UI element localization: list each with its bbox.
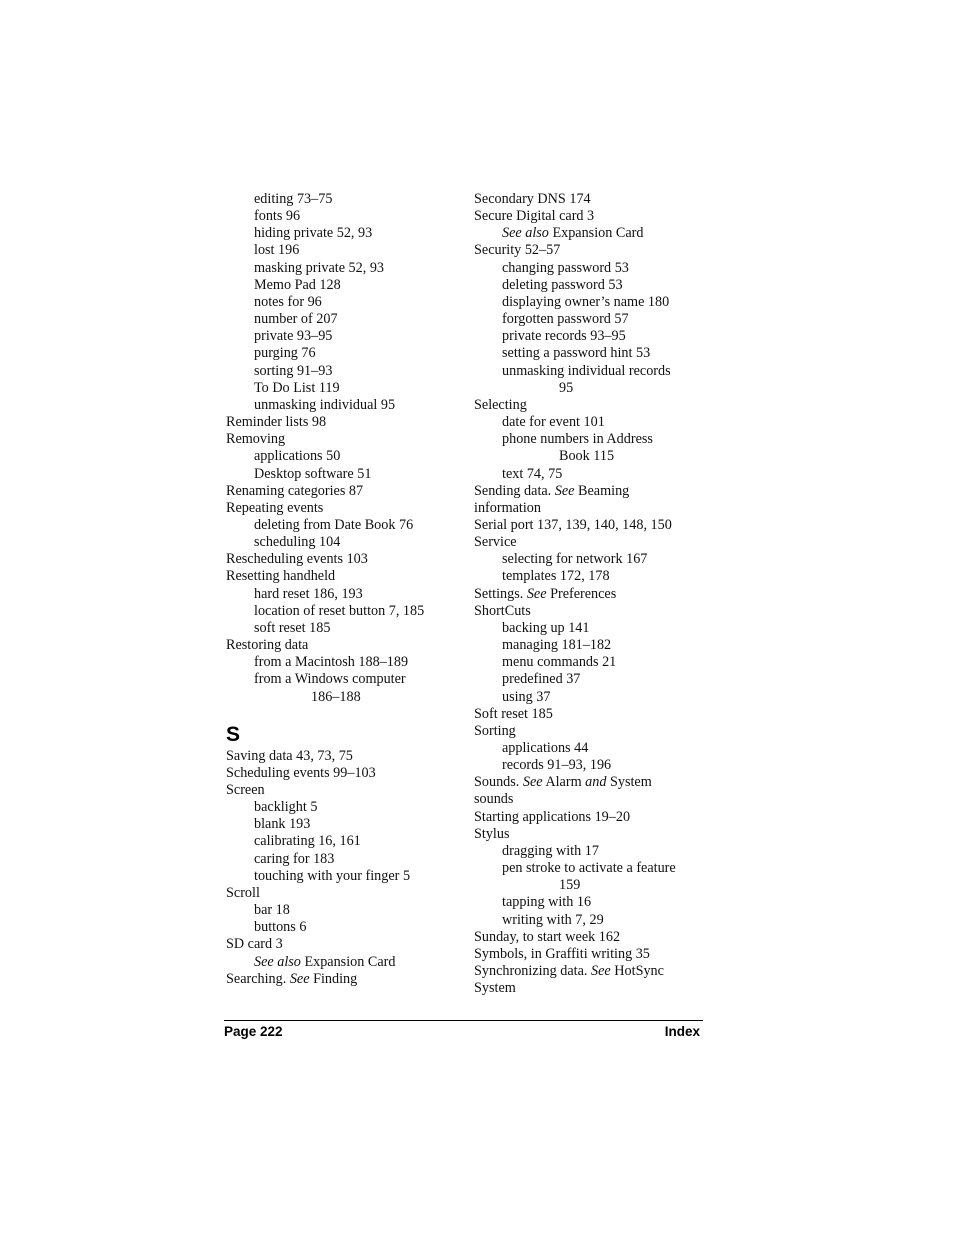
index-entry [226,500,456,517]
index-entry-text: tapping with 16 [502,894,592,911]
cross-reference-keyword: and [585,774,607,791]
index-subentry [474,551,714,568]
index-subentry [474,311,714,328]
index-subentry [226,225,456,242]
index-entry-text: deleting password 53 [502,276,623,293]
index-subentry [226,816,456,833]
index-entry [474,946,714,963]
index-entry-text: lost 196 [254,242,300,259]
index-entry-text: Memo Pad 128 [254,276,341,293]
index-subentry [474,414,714,431]
index-subentry [474,912,714,929]
index-entry-text: from a Macintosh 188–189 [254,654,409,671]
index-entry-text: Settings. [474,585,527,602]
index-entry-text: System [474,980,516,997]
index-entry-text: private 93–95 [254,328,333,345]
index-subentry [474,328,714,345]
index-letter-heading: S [226,722,241,746]
index-entry-text: hard reset 186, 193 [254,585,363,602]
index-entry [226,782,456,799]
index-entry-continuation [474,380,714,397]
index-subentry [474,260,714,277]
index-subentry [226,397,456,414]
index-entry-text: text 74, 75 [502,465,563,482]
index-entry-text: HotSync [610,963,664,980]
index-entry [226,637,456,654]
index-entry-text: Scroll [226,884,260,901]
index-entry-text: menu commands 21 [502,654,617,671]
index-entry [474,929,714,946]
index-entry [226,414,456,431]
index-entry-text: records 91–93, 196 [502,757,612,774]
index-subentry [226,654,456,671]
index-subentry [226,260,456,277]
index-entry-text: managing 181–182 [502,637,612,654]
index-entry-text: date for event 101 [502,414,605,431]
index-entry [474,586,714,603]
index-entry-text: 159 [559,877,581,894]
index-entry-text: forgotten password 57 [502,311,629,328]
index-entry-text: Selecting [474,396,527,413]
index-entry-text: blank 193 [254,816,311,833]
index-subentry [474,894,714,911]
cross-reference-keyword: See also [254,953,301,970]
index-entry [226,748,456,765]
index-entry-text: writing with 7, 29 [502,911,604,928]
index-entry-text: Sending data. [474,482,555,499]
index-entry-text: applications 44 [502,740,589,756]
index-subentry [474,740,714,757]
index-subentry [226,919,456,936]
index-entry [226,431,456,448]
index-subentry [474,363,714,380]
index-entry-text: Finding [309,970,358,987]
index-entry-text: 186–188 [311,688,361,705]
index-entry-text: location of reset button 7, 185 [254,602,425,619]
index-entry-text: Screen [226,782,265,798]
index-entry-text: calibrating 16, 161 [254,833,361,850]
cross-reference-keyword: See also [502,225,549,242]
index-entry [474,980,714,997]
index-entry [474,809,714,826]
index-entry-text: backlight 5 [254,799,318,816]
index-entry [226,971,456,988]
index-entry [474,517,714,534]
index-entry-text: 95 [559,379,574,396]
index-entry-text: purging 76 [254,345,316,362]
cross-reference-keyword: See [526,585,547,602]
index-entry-text: Sorting [474,722,516,739]
index-entry-continuation [226,689,456,706]
index-subentry [474,466,714,483]
index-subentry [226,328,456,345]
index-subentry [226,671,456,688]
index-entry-text: Beaming [574,482,630,499]
index-subentry [474,620,714,637]
page-number: Page 222 [224,1024,283,1039]
index-entry-text: SD card 3 [226,936,283,953]
index-entry-text: Serial port 137, 139, 140, 148, 150 [474,516,672,533]
footer-divider [224,1020,703,1021]
index-entry-text: Soft reset 185 [474,705,553,722]
cross-reference-keyword: See [554,482,575,499]
index-subentry [226,242,456,259]
index-subentry [226,294,456,311]
index-entry-text: caring for 183 [254,850,335,867]
index-entry-text: Resetting handheld [226,568,336,585]
index-entry-text: Starting applications 19–20 [474,808,631,825]
index-entry [474,791,714,808]
index-entry-text: backing up 141 [502,619,590,636]
index-entry-text: soft reset 185 [254,619,331,636]
index-entry-text: ShortCuts [474,602,531,619]
index-entry-text: displaying owner’s name 180 [502,293,670,310]
index-entry [226,551,456,568]
index-entry [474,963,714,980]
index-entry-text: Rescheduling events 103 [226,551,368,568]
index-entry-text: touching with your finger 5 [254,867,411,884]
index-subentry [226,311,456,328]
index-subentry [226,833,456,850]
index-subentry [226,466,456,483]
index-subentry [474,225,714,242]
index-subentry [226,799,456,816]
index-entry-text: predefined 37 [502,671,581,688]
index-subentry [474,345,714,362]
index-entry [474,723,714,740]
index-entry-text: changing password 53 [502,259,629,276]
index-entry-text: Desktop software 51 [254,465,372,482]
index-entry-text: bar 18 [254,902,290,919]
index-entry-text: unmasking individual 95 [254,396,396,413]
index-entry-text: Repeating events [226,499,324,516]
index-entry [226,765,456,782]
index-entry-continuation [474,448,714,465]
index-subentry [226,277,456,294]
index-entry [474,500,714,517]
index-entry-text: System [606,774,652,791]
index-subentry [474,637,714,654]
index-subentry [226,902,456,919]
index-subentry [226,380,456,397]
index-entry-text: sorting 91–93 [254,362,333,379]
index-subentry [226,208,456,225]
index-entry [474,826,714,843]
index-subentry [474,294,714,311]
index-entry-text: unmasking individual records [502,362,671,379]
index-entry [226,568,456,585]
index-entry [474,774,714,791]
index-entry-continuation [474,877,714,894]
index-entry-text: from a Windows computer [254,671,406,688]
index-subentry [474,843,714,860]
cross-reference-keyword: See [522,774,543,791]
index-subentry [474,568,714,585]
index-entry [226,936,456,953]
index-entry-text: pen stroke to activate a feature [502,860,676,877]
index-subentry [226,345,456,362]
index-entry [474,483,714,500]
index-entry-text: sounds [474,791,514,808]
index-subentry [226,534,456,551]
index-entry-text: hiding private 52, 93 [254,225,373,242]
index-entry-text: Expansion Card [548,225,644,242]
index-entry-text: Renaming categories 87 [226,482,364,499]
index-entry-text: Preferences [546,585,617,602]
index-entry-text: information [474,499,541,516]
index-entry-text: Sunday, to start week 162 [474,928,621,945]
index-entry-text: private records 93–95 [502,328,626,345]
index-entry [474,397,714,414]
index-entry-text: templates 172, 178 [502,568,610,585]
index-entry [226,885,456,902]
index-entry-text: Secondary DNS 174 [474,191,591,207]
index-entry-text: Book 115 [559,448,615,465]
index-subentry [474,431,714,448]
index-entry-text: scheduling 104 [254,534,341,551]
index-entry-text: fonts 96 [254,208,301,225]
index-subentry [226,620,456,637]
index-entry-text: Security 52–57 [474,242,561,259]
index-entry-text: masking private 52, 93 [254,259,385,276]
index-entry-text: Removing [226,431,286,448]
index-entry-text: editing 73–75 [254,191,333,207]
index-entry-text: Expansion Card [300,953,396,970]
index-entry-text: Alarm [542,774,586,791]
index-entry-text: phone numbers in Address [502,431,653,448]
index-entry-text: Reminder lists 98 [226,414,327,431]
cross-reference-keyword: See [289,970,310,987]
index-entry-text: Searching. [226,970,290,987]
index-entry-text: To Do List 119 [254,379,340,396]
index-subentry [226,448,456,465]
section-title: Index [664,1024,700,1039]
index-entry-text: Restoring data [226,637,309,654]
index-entry [474,603,714,620]
index-entry [474,534,714,551]
index-subentry [474,757,714,774]
index-subentry [474,689,714,706]
index-subentry [226,603,456,620]
index-subentry [474,671,714,688]
index-column-right [474,191,714,997]
index-entry-text: using 37 [502,688,551,705]
index-entry-text: Symbols, in Graffiti writing 35 [474,945,650,962]
index-entry-text: selecting for network 167 [502,551,648,568]
index-entry-text: Synchronizing data. [474,963,592,980]
index-entry-text: deleting from Date Book 76 [254,516,414,533]
index-entry [474,242,714,259]
index-entry-text: number of 207 [254,311,338,328]
index-subentry [226,954,456,971]
index-entry-text: applications 50 [254,448,341,465]
index-subentry [226,851,456,868]
index-column-left [226,191,456,988]
index-subentry [226,517,456,534]
index-entry-text: Stylus [474,825,510,842]
index-entry-text: notes for 96 [254,293,322,310]
index-entry [226,483,456,500]
index-entry [474,191,714,208]
index-subentry [474,277,714,294]
index-entry-text: Scheduling events 99–103 [226,764,376,781]
index-entry-text: buttons 6 [254,919,307,936]
index-entry-text: Secure Digital card 3 [474,208,595,225]
index-entry-text: Saving data 43, 73, 75 [226,747,353,764]
index-subentry [474,654,714,671]
index-entry-text: setting a password hint 53 [502,345,651,362]
index-subentry [474,860,714,877]
cross-reference-keyword: See [591,963,611,980]
index-entry [474,706,714,723]
index-subentry [226,868,456,885]
index-subentry [226,191,456,208]
index-entry-text: Sounds. [474,774,523,791]
index-entry-text: Service [474,534,517,551]
index-subentry [226,586,456,603]
index-subentry [226,363,456,380]
index-entry-text: dragging with 17 [502,842,599,859]
index-entry [474,208,714,225]
